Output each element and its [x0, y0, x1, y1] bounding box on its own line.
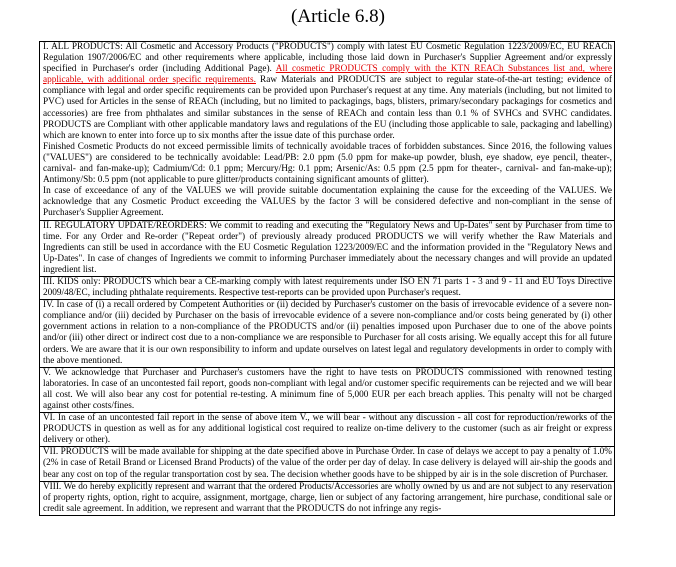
- section-fail-report: [40, 413, 614, 447]
- article-title: (Article 6.8): [291, 6, 385, 27]
- paragraph: [43, 277, 612, 299]
- paragraph: [43, 447, 612, 480]
- section-regulatory-update: [40, 221, 614, 277]
- section-recall-costs: [40, 300, 614, 368]
- clause-text: In case of exceedance of any of the VALUES we will provide suitable documentation explaining the cause for the exceeding of the VALUES. We acknowledge that any Cosmetic Product exceeding the VALUES by the factor 3 will be considered defective and non-compliant in the sense of Purchaser's Supplier Agreement.: [43, 186, 612, 219]
- clause-text: II. REGULATORY UPDATE/REORDERS: We commit to reading and executing the "Regulatory News and Up-Dates" sent by Purchaser from time to time. For any Order and Re-order ("Repeat order") of previously already produced PRODUCTS we will verify whether the Raw Materials and Ingredients can still be used in accordance with the EU Cosmetic Regulation 1223/2009/EC and the information provided in the "Regulatory News and Up-Dates". In case of changes of Ingredients we commit to informing Purchaser immediately about the necessary changes and will provide an updated ingredient list.: [43, 220, 612, 275]
- paragraph: [43, 482, 612, 515]
- paragraph: [43, 368, 612, 412]
- section-all-products: [40, 42, 614, 221]
- clause-text: VIII. We do hereby explicitly represent and warrant that the ordered Products/Accessories are wholly owned by us and are not subject to any reservation of property rights, option, right to acquire, assignment, mortgage, charge, lien or subject of any factoring arrangement, hire purchase, conditional sale or credit sale agreement. In addition, we represent and warrant that the PRODUCTS do not infringe any regis-: [43, 481, 612, 514]
- clause-text: IV. In case of (i) a recall ordered by Competent Authorities or (ii) decided by Purchaser's customer on the basis of irrevocable evidence of a severe non-compliance and/or (iii) decided by Purchaser on the basis of irrevocable evidence of a severe non-compliance and/or costs being generated by (i) other government actions in relation to a non-compliance of the PRODUCTS and/or (ii) penalties imposed upon Purchaser due to one of the above points and/or (iii) other direct or indirect cost due to a non-compliance we are responsible to Purchaser for all costs arising. We equally accept this for all future orders. We are aware that it is our own responsibility to inform and update ourselves on latest legal and regulatory developments in order to comply with the above mentioned.: [43, 300, 612, 366]
- clause-text: VI. In case of an uncontested fail report in the sense of above item V., we will bear - without any discussion - all cost for reproduction/reworks of the PRODUCTS in question as well as for any additional logistical cost required to realize on-time delivery to the customer (such as air freight or express delivery or other).: [43, 413, 612, 446]
- clause-text: Finished Cosmetic Products do not exceed permissible limits of technically avoidable traces of forbidden substances. Since 2016, the following values ("VALUES") are considered to be technically avoidable: Lead/PB: 2.0 ppm (5.0 ppm for make-up powder, blush, eye shadow, eye pencil, theater-, carnival- and fan-make-up); Cadmium/Cd: 0.1 ppm; Mercury/Hg: 0.1 ppm; Arsenic/As: 0.5 ppm (2.5 ppm for theater-, carnival- and fan-make-up); Antimony/Sb: 0.5 ppm (not applicable to pure glitter/products containing significant amounts of glitter).: [43, 141, 612, 186]
- section-ownership-warranty: [40, 482, 614, 516]
- clause-text: Raw Materials and PRODUCTS are subject to regular state-of-the-art testing; evidence of compliance with legal and order specific requirements can be provided upon Purchaser's request at any time. Any materials (including, but not limited to PVC) used for Articles in the sense of REACh (including, but no limited to packagings, bags, blisters, primary/secondary packagings for cosmetics and accessories) are free from phthalates and similar substances in the sense of REACh and contain less than 0.1 % of SVHCs and SVHC candidates. PRODUCTS are Compliant with other applicable mandatory laws and regulations of the EU (including those applicable to sale, packaging and labelling) which are known to enter into force up to six months after the issue date of this purchase order.: [43, 75, 613, 141]
- terms-table: [39, 41, 615, 516]
- paragraph: [43, 186, 612, 219]
- clause-text: VII. PRODUCTS will be made available for shipping at the date specified above in Purchase Order. In case of delays we accept to pay a penalty of 1.0% (2% in case of Retail Brand or Licensed Brand Products) of the value of the order per day of delay. In case delivery is delayed will air-ship the goods and bear any cost on top of the regular transportation cost by sea. The decision whether goods have to be shipped by air is in the sole discretion of Purchaser.: [43, 447, 612, 480]
- paragraph: [43, 300, 612, 367]
- highlighted-requirement: All cosmetic PRODUCTS comply with the KTN REACh Substances list and, where applicable, with additional order specific requirements.: [43, 64, 612, 86]
- paragraph: [43, 221, 612, 276]
- section-shipping-delays: [40, 447, 614, 481]
- paragraph: [43, 142, 612, 186]
- paragraph: [43, 413, 612, 446]
- section-testing-rights: [40, 368, 614, 413]
- clause-text: V. We acknowledge that Purchaser and Purchaser's customers have the right to have tests on PRODUCTS commissioned with renowned testing laboratories. In case of an uncontested fail report, goods non-compliant with legal and/or customer specific requirements can be rejected and we will bear all cost. We will also bear any cost for potential re-testing. A minimum fine of 5,000 EUR per each breach applies. This penalty will not be charged against other costs/fines.: [43, 367, 612, 411]
- clause-text: III. KIDS only: PRODUCTS which bear a CE-marking comply with latest requirements under ISO EN 71 parts 1 - 3 and 9 - 11 and EU Toys Directive 2009/48/EC, including phthalate requirements. Respective test-reports can be provided upon Purchaser's request.: [43, 276, 612, 299]
- section-kids-only: [40, 277, 614, 300]
- paragraph: [43, 42, 612, 142]
- clause-text: I. ALL PRODUCTS: All Cosmetic and Accessory Products ("PRODUCTS") comply with latest EU Cosmetic Regulation 1223/2009/EC, EU REACh Regulation 1907/2006/EC and other requirements where applicable, including those laid down in Purchaser's Supplier Agreement and/or expressly specified in Purchaser's order (including Additional Page).: [43, 42, 612, 75]
